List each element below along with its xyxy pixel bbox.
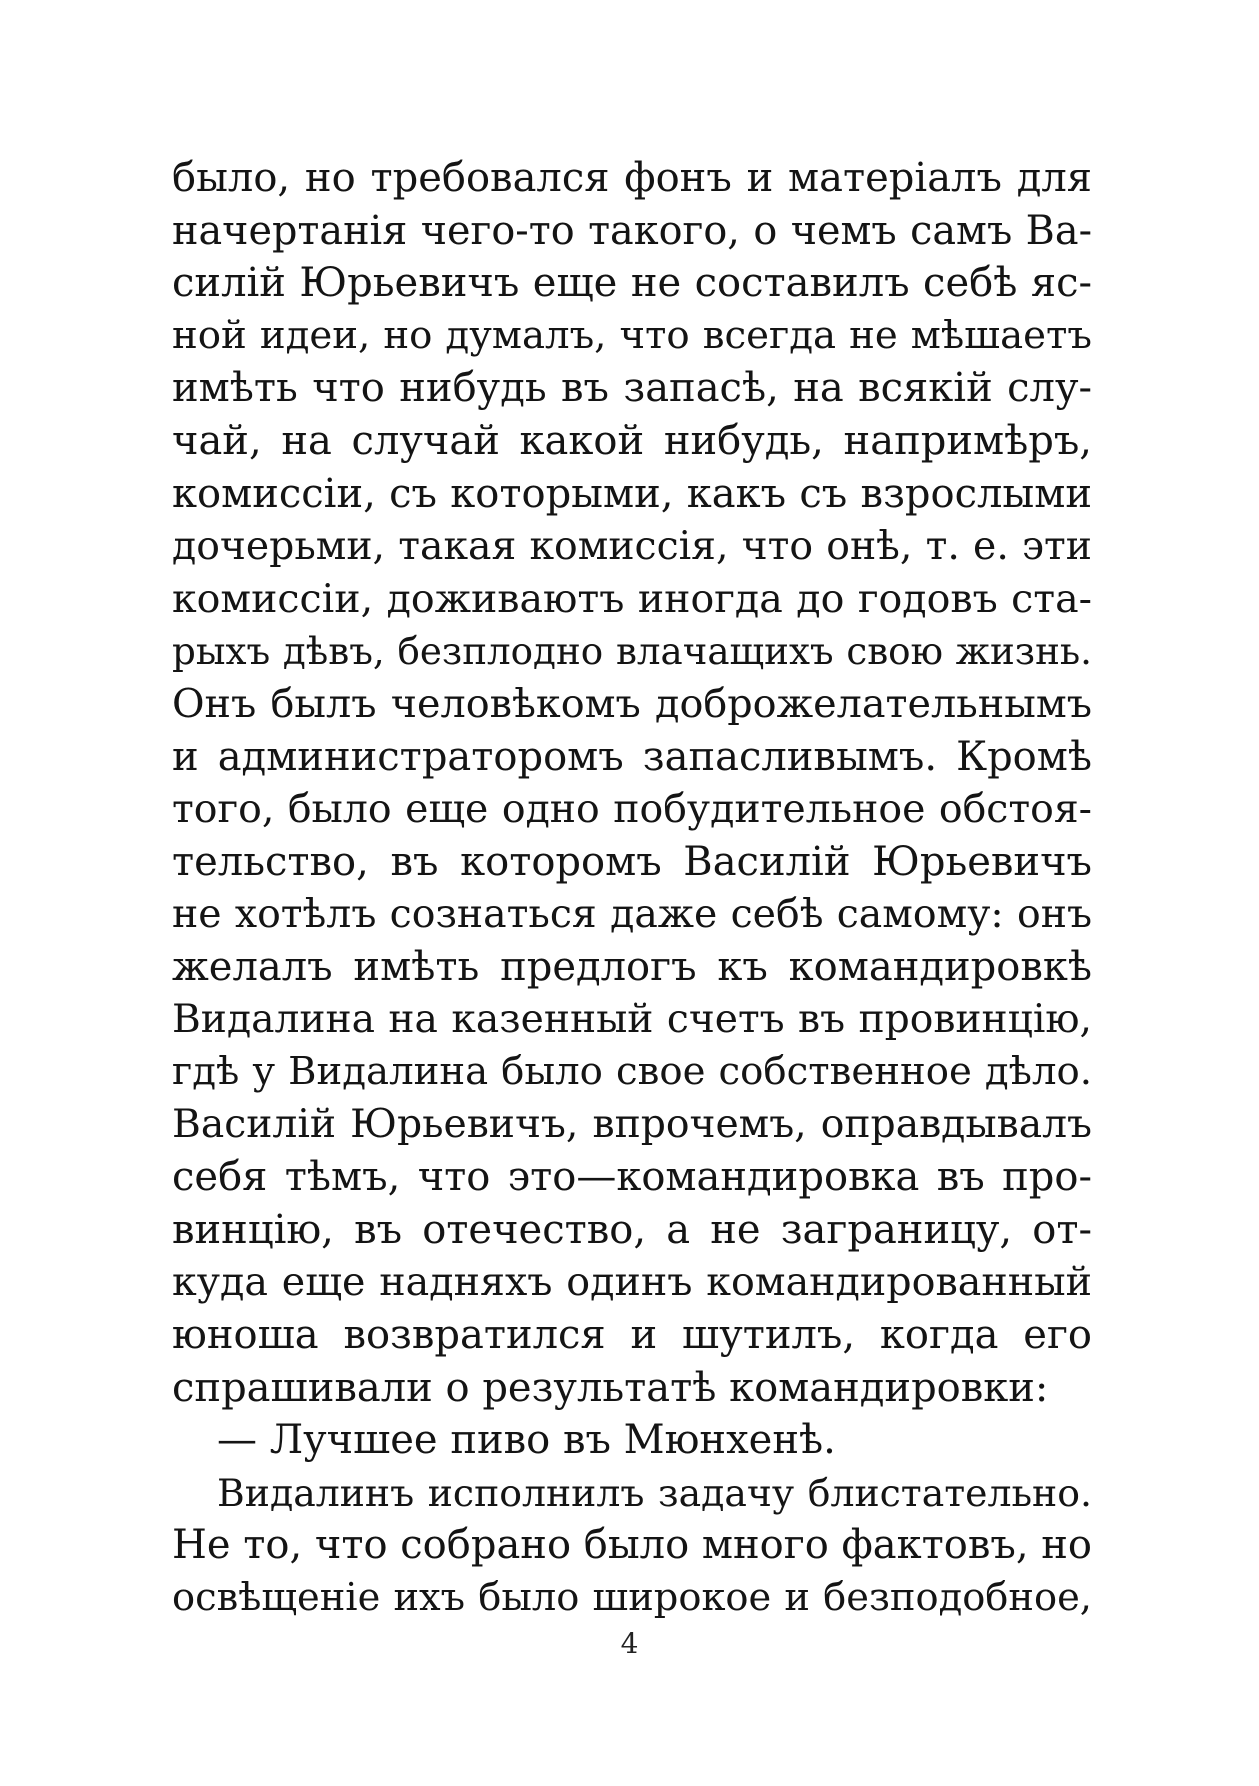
text-line: освѣщеніе ихъ было широкое и безподобное, [172,1575,1092,1621]
text-line: рыхъ дѣвъ, безплодно влачащихъ свою жизнь. [172,629,1092,674]
page-number: 4 [620,1627,639,1660]
text-line: винцію, въ отечество, а не заграницу, от- [172,1206,1092,1253]
text-line: начертанія чего-то такого, о чемъ самъ Ва- [172,207,1092,254]
text-line: того, было еще одно побудительное обстоя- [172,786,1092,833]
text-line: комиссіи, съ которыми, какъ съ взрослыми [172,470,1092,517]
text-line: и администраторомъ запасливымъ. Кромѣ [172,733,1092,780]
text-line: имѣть что нибудь въ запасѣ, на всякій слу- [172,365,1092,412]
text-line: гдѣ у Видалина было свое собственное дѣло. [172,1049,1092,1095]
text-line: юноша возвратился и шутилъ, когда его [172,1312,1092,1359]
text-line: чай, на случай какой нибудь, напримѣръ, [172,417,1092,464]
text-line: желалъ имѣть предлогъ къ командировкѣ [172,943,1092,990]
text-line: Видалинъ исполнилъ задачу блистательно. [217,1470,1092,1515]
text-line: Онъ былъ человѣкомъ доброжелательнымъ [172,680,1092,727]
text-line: Видалина на казенный счетъ въ провинцію, [172,996,1092,1042]
text-line: себя тѣмъ, что это—командировка въ про- [172,1154,1092,1201]
text-line: дочерьми, такая комиссія, что онѣ, т. е. эти [172,523,1092,570]
text-line: не хотѣлъ сознаться даже себѣ самому: онъ [172,891,1092,938]
text-line: было, но требовался фонъ и матеріалъ для [172,155,1092,201]
text-line: — Лучшее пиво въ Мюнхенѣ. [217,1417,836,1464]
text-line: Не то, что собрано было много фактовъ, но [172,1522,1092,1569]
text-line: ной идеи, но думалъ, что всегда не мѣшаетъ [172,312,1092,358]
body-text [172,152,1092,1625]
text-line: куда еще надняхъ одинъ командированный [172,1259,1092,1306]
text-line: Василій Юрьевичъ, впрочемъ, оправдывалъ [172,1101,1092,1147]
text-line: силій Юрьевичъ еще не составилъ себѣ яс- [172,260,1092,307]
text-line: спрашивали о результатѣ командировки: [172,1364,1049,1411]
text-line: комиссіи, доживаютъ иногда до годовъ ста- [172,575,1092,622]
text-line: тельство, въ которомъ Василій Юрьевичъ [172,838,1092,885]
